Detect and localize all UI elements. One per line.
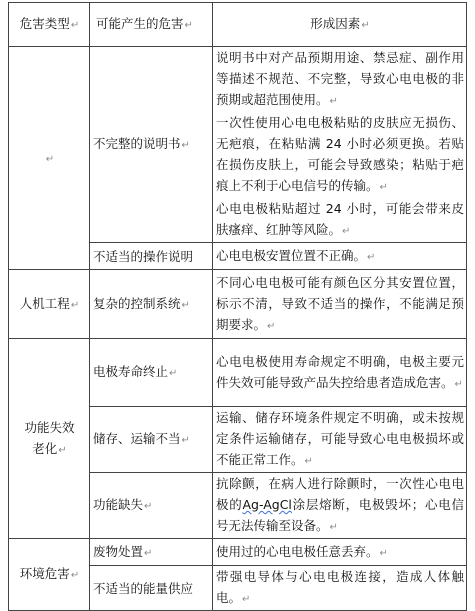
cause-text: 心电电极粘贴超过 24 小时，可能会带来皮肤瘙痒、红肿等风险。 — [216, 201, 464, 237]
table-row — [9, 270, 467, 339]
cause-text: 说明书中对产品预期用途、禁忌症、副作用等描述不规范、不完整，导致心电电极的非预期或超范围使用。 — [216, 50, 464, 107]
paragraph-mark: ↵ — [329, 522, 338, 533]
hazard-label: 废物处置 — [93, 543, 144, 559]
cause-cell — [213, 566, 467, 611]
cause-paragraph — [216, 112, 464, 198]
paragraph-mark: ↵ — [169, 368, 178, 379]
paragraph-mark: ↵ — [144, 501, 153, 512]
hazard-analysis-table — [8, 2, 467, 611]
hazard-label: 储存、运输不当 — [93, 431, 181, 446]
header-possible-hazard-label: 可能产生的危害 — [96, 16, 184, 31]
header-contributing-factors-label: 形成因素 — [310, 16, 361, 31]
paragraph-mark: ↵ — [367, 251, 376, 263]
cause-text: 心电电极使用寿命规定不明确，电极主要元件失效可能导致产品失控给患者造成危害。 — [216, 353, 464, 390]
cause-chemical-term: Ag-AgCl — [242, 497, 292, 512]
cause-text: 心电电极安置位置不正确。 — [216, 247, 367, 263]
paragraph-mark: ↵ — [181, 299, 190, 311]
hazard-label: 不适当的操作说明 — [93, 248, 194, 264]
paragraph-mark: ↵ — [184, 20, 193, 31]
cause-cell — [213, 339, 467, 407]
table-header-row — [9, 3, 467, 47]
table-row — [9, 339, 467, 407]
paragraph-mark: ↵ — [58, 444, 67, 456]
paragraph-mark: ↵ — [181, 140, 190, 151]
hazard-cell — [90, 47, 213, 243]
paragraph-mark: ↵ — [329, 96, 338, 107]
paragraph-mark: ↵ — [361, 20, 370, 31]
hazard-type-line: 功能失效 — [24, 419, 75, 435]
hazard-type-label — [24, 417, 74, 461]
paragraph-mark: ↵ — [379, 547, 388, 559]
cause-cell — [213, 539, 467, 566]
hazard-label: 电极寿命终止 — [93, 364, 169, 379]
paragraph-mark: ↵ — [242, 594, 251, 605]
cause-text: 运输、储存环境条件规定不明确，或未按规定条件运输储存，可能导致心电电极损坏或不能正常工作。 — [216, 410, 464, 467]
header-hazard-type-label: 危害类型 — [19, 16, 70, 31]
paragraph-mark: ↵ — [70, 20, 80, 31]
hazard-type-label: 环境危害 — [19, 566, 70, 581]
cause-text: 一次性使用心电电极粘贴的皮肤应无损伤、无疤痕，在粘贴满 24 小时必须更换。若贴在损伤皮肤上，可能会导致感染；粘贴于疤痕上不利于心电信号的传输。 — [216, 115, 464, 193]
header-contributing-factors — [213, 3, 467, 47]
hazard-label: 功能缺失 — [93, 497, 144, 512]
hazard-type-cell — [9, 539, 90, 611]
paragraph-mark: ↵ — [181, 435, 190, 446]
hazard-type-cell — [9, 47, 90, 270]
paragraph-mark: ↵ — [267, 320, 276, 332]
cause-cell — [213, 473, 467, 539]
hazard-label: 不适当的能量供应 — [93, 580, 194, 596]
paragraph-mark: ↵ — [304, 456, 313, 467]
paragraph-mark: ↵ — [70, 570, 80, 581]
hazard-cell — [90, 566, 213, 611]
table-row — [9, 539, 467, 566]
paragraph-mark: ↵ — [45, 153, 55, 165]
table-row — [9, 47, 467, 243]
cause-text: 涂层熔断，电极毁坏；心电信号无法传输至设备。 — [216, 497, 464, 533]
paragraph-mark: ↵ — [379, 182, 388, 193]
cause-text: 不同心电电极可能有颜色区分其安置位置，标示不清，导致不适当的操作，不能满足预期要求。 — [216, 274, 464, 332]
cause-cell — [213, 407, 467, 473]
cause-cell — [213, 47, 467, 243]
hazard-cell — [90, 339, 213, 407]
paragraph-mark: ↵ — [342, 226, 351, 237]
hazard-cell — [90, 407, 213, 473]
hazard-cell — [90, 473, 213, 539]
cause-text: 使用过的心电电极任意丢弃。 — [216, 543, 379, 559]
header-possible-hazard — [90, 3, 213, 47]
hazard-cell — [90, 270, 213, 339]
hazard-label: 不完整的说明书 — [93, 136, 181, 151]
cause-cell — [213, 243, 467, 270]
hazard-type-cell — [9, 270, 90, 339]
header-hazard-type — [9, 3, 90, 47]
hazard-cell — [90, 539, 213, 566]
cause-cell — [213, 270, 467, 339]
paragraph-mark: ↵ — [454, 378, 463, 390]
cause-paragraph — [216, 198, 464, 242]
cause-text: 带强电导体与心电电极连接，造成人体触电。 — [216, 569, 464, 605]
paragraph-mark: ↵ — [144, 547, 153, 559]
paragraph-mark: ↵ — [70, 299, 80, 311]
hazard-label: 复杂的控制系统 — [93, 295, 181, 311]
cause-text: 抗除颤，在病人进行除颤时，一次性心电电极的 — [216, 476, 464, 512]
hazard-type-cell — [9, 339, 90, 539]
hazard-table-frame — [8, 2, 466, 605]
cause-paragraph — [216, 47, 464, 112]
hazard-cell — [90, 243, 213, 270]
hazard-type-line: 老化 — [32, 440, 58, 456]
hazard-type-label: 人机工程 — [19, 295, 70, 311]
